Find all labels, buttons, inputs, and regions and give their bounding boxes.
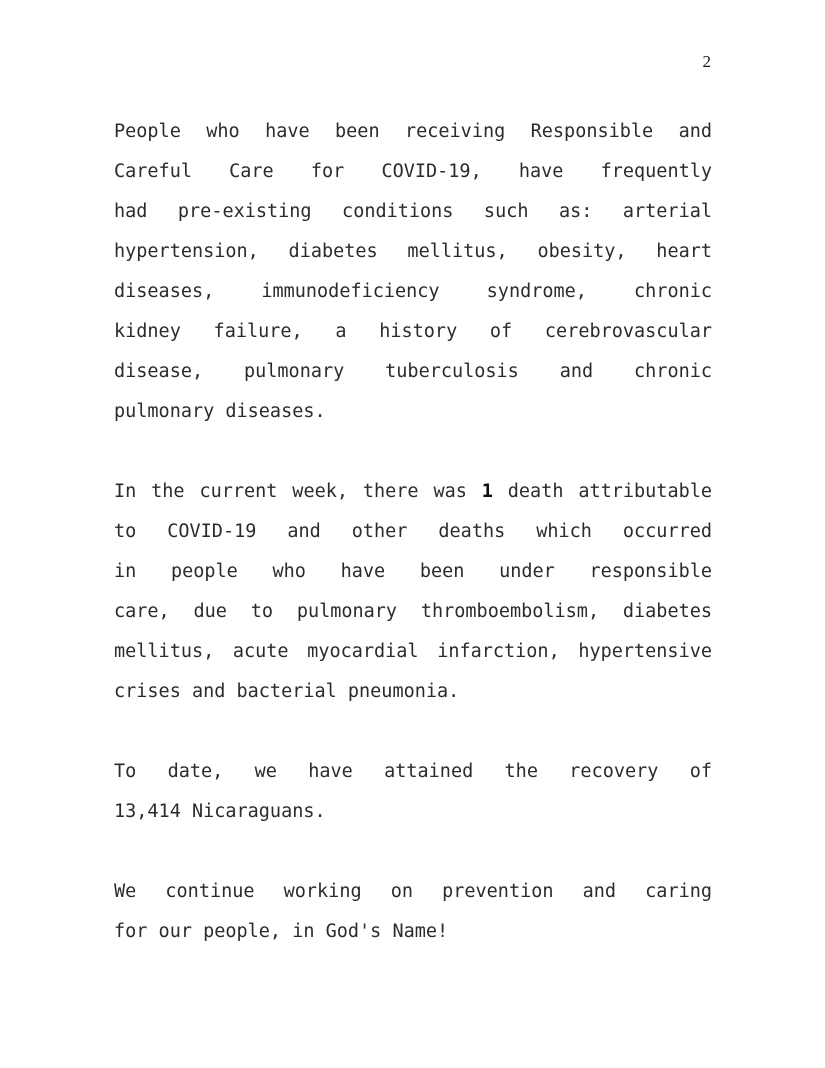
text-line: pulmonary diseases. <box>114 401 326 422</box>
text-line: 13,414 Nicaraguans. <box>114 801 326 822</box>
page-number: 2 <box>702 52 711 71</box>
paragraph-weekly-deaths <box>114 472 712 712</box>
document-body <box>114 112 712 952</box>
text-line: People who have been receiving Responsible and <box>114 121 712 142</box>
paragraph-preexisting-conditions <box>114 112 712 432</box>
death-count-emphasis: 1 <box>481 481 493 502</box>
text-line: kidney failure, a history of cerebrovascular <box>114 321 712 342</box>
text-line: Careful Care for COVID-19, have frequently <box>114 161 712 182</box>
text-line: diseases, immunodeficiency syndrome, chronic <box>114 281 712 302</box>
paragraph-recoveries <box>114 752 712 832</box>
text-line: crises and bacterial pneumonia. <box>114 681 460 702</box>
text-line: to COVID-19 and other deaths which occurred <box>114 521 712 542</box>
text-line: mellitus, acute myocardial infarction, hypertensive <box>114 641 712 662</box>
text-line: We continue working on prevention and caring <box>114 881 712 902</box>
text-line: for our people, in God's Name! <box>114 921 449 942</box>
line-text-before-count: In the current week, there was <box>114 481 482 502</box>
text-line: hypertension, diabetes mellitus, obesity, heart <box>114 241 712 262</box>
paragraph-closing <box>114 872 712 952</box>
line-text-after-count: death attributable <box>492 481 712 502</box>
text-line: disease, pulmonary tuberculosis and chronic <box>114 361 712 382</box>
text-line-with-emphasis <box>114 472 712 512</box>
text-line: in people who have been under responsible <box>114 561 712 582</box>
text-line: To date, we have attained the recovery of <box>114 761 712 782</box>
text-line: had pre-existing conditions such as: arterial <box>114 201 712 222</box>
text-line: care, due to pulmonary thromboembolism, diabetes <box>114 601 712 622</box>
